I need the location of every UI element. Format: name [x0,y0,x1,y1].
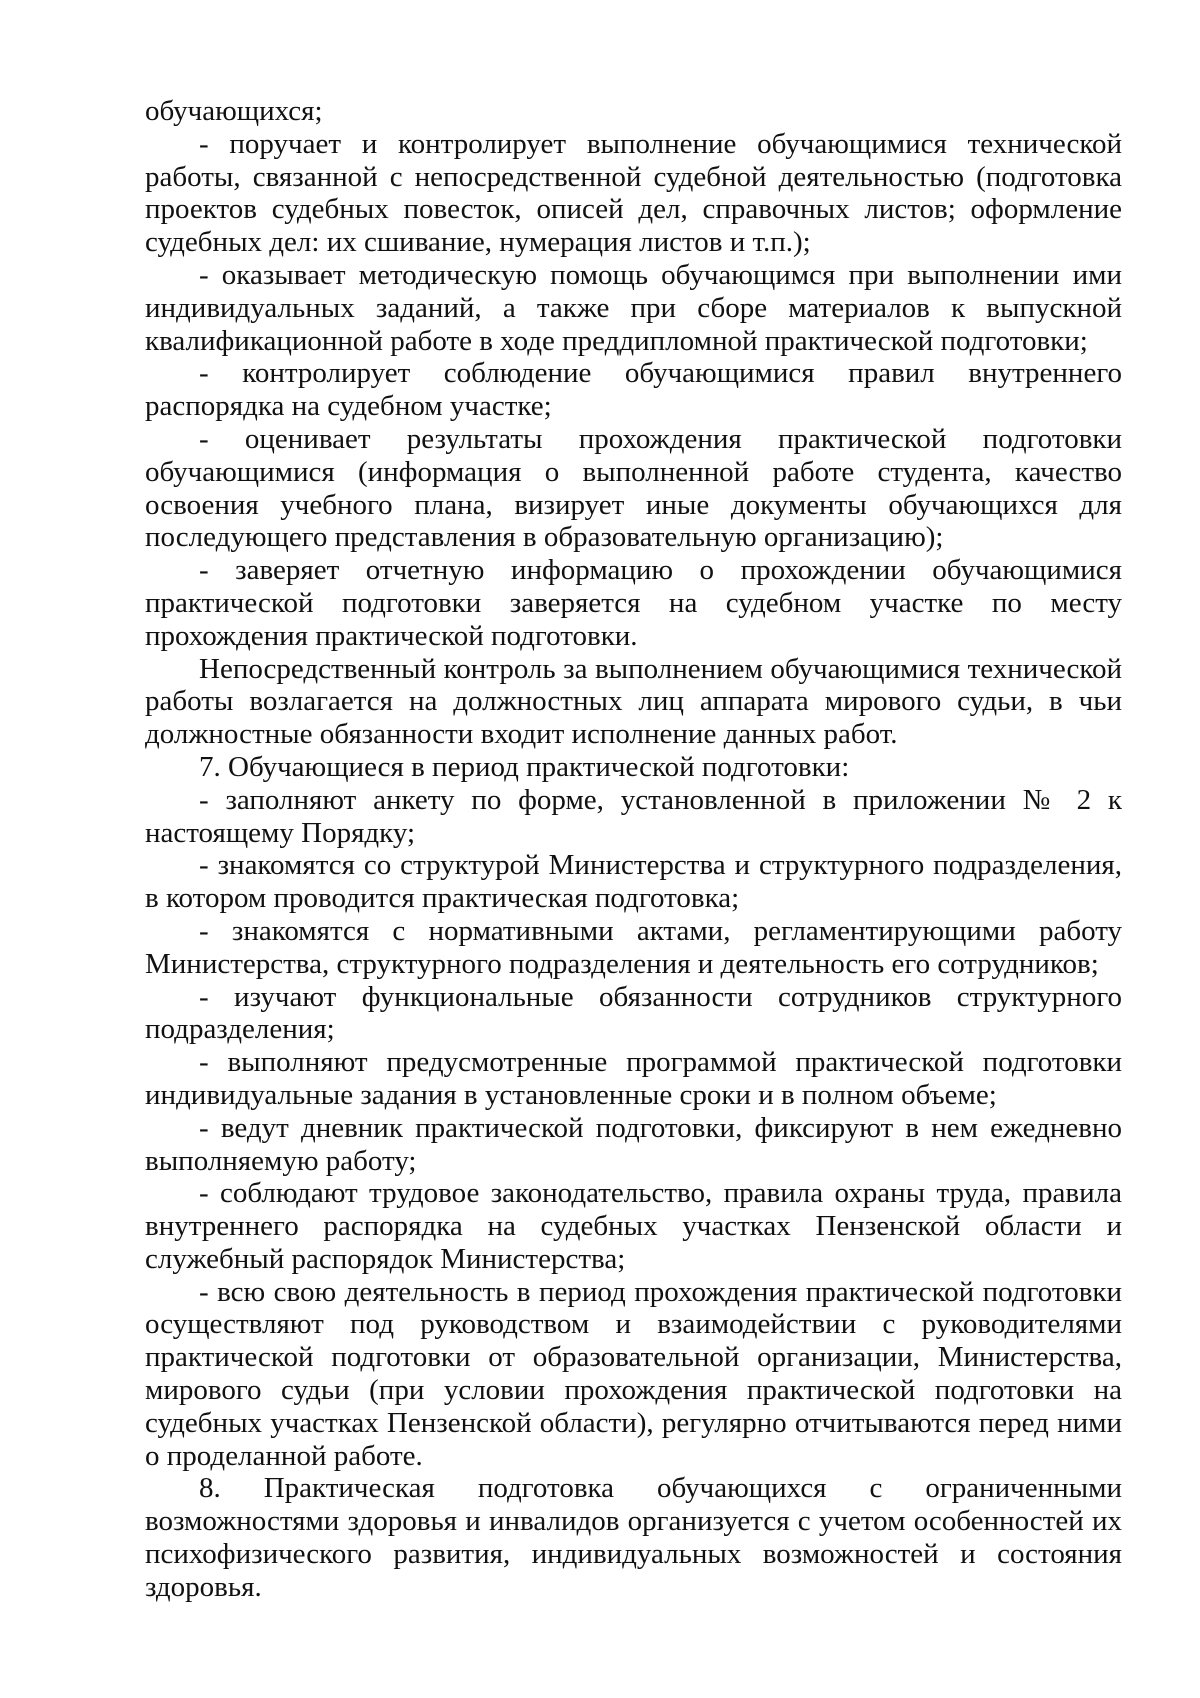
section-7-heading: 7. Обучающиеся в период практической подготовки: [199,750,850,783]
list-item-controls-rules: - контролирует соблюдение обучающимися правил внутреннего распорядка на судебном участке; [145,357,1122,423]
list-item-study-duties: - изучают функциональные обязанности сотрудников структурного подразделения; [145,980,1122,1046]
list-item-evaluates-results: - оценивает результаты прохождения практической подготовки обучающимися (информация о выполненной работе студента, качество освоения учебного плана, визирует иные документы обучающихся для последующего представления в образовательную организацию); [145,422,1122,554]
document-page [145,95,1122,1604]
list-item-certifies-report: - заверяет отчетную информацию о прохождении обучающимися практической подготовки заверяется на судебном участке по месту прохождения практической подготовки. [145,554,1122,652]
list-item-supervised-activity: - всю свою деятельность в период прохождения практической подготовки осуществляют под руководством и взаимодействии с руководителями практической подготовки от образовательной организации, Министерства, мирового судьи (при условии прохождения практической подготовки на судебных участках Пензенской области), регулярно отчитываются перед ними о проделанной работе. [145,1275,1122,1472]
list-item-study-normative-acts: - знакомятся с нормативными актами, регламентирующими работу Министерства, структурного подразделения и деятельность его сотрудников; [145,914,1122,980]
list-item-assigns-technical-work: - поручает и контролирует выполнение обучающимися технической работы, связанной с непосредственной судебной деятельностью (подготовка проектов судебных повесток, описей дел, справочных листов; оформление судебных дел: их сшивание, нумерация листов и т.п.); [145,127,1122,259]
list-item-methodological-help: - оказывает методическую помощь обучающимся при выполнении ими индивидуальных заданий, а также при сборе материалов к выпускной квалификационной работе в ходе преддипломной практической подготовки; [145,258,1122,357]
list-item-perform-tasks: - выполняют предусмотренные программой практической подготовки индивидуальные задания в установленные сроки и в полном объеме; [145,1046,1122,1111]
paragraph-continuation: обучающихся; [145,95,323,127]
paragraph-direct-control: Непосредственный контроль за выполнением обучающимися технической работы возлагается на должностных лиц аппарата мирового судьи, в чьи должностные обязанности входит исполнение данных работ. [145,652,1122,751]
list-item-fill-questionnaire: - заполняют анкету по форме, установленной в приложении № 2 к настоящему Порядку; [145,783,1122,849]
list-item-study-structure: - знакомятся со структурой Министерства и структурного подразделения, в котором проводится практическая подготовка; [145,849,1122,915]
section-8-paragraph: 8. Практическая подготовка обучающихся с ограниченными возможностями здоровья и инвалидов организуется с учетом особенностей их психофизического развития, индивидуальных возможностей и состояния здоровья. [145,1472,1122,1603]
list-item-keep-diary: - ведут дневник практической подготовки, фиксируют в нем ежедневно выполняемую работу; [145,1111,1122,1177]
list-item-observe-law: - соблюдают трудовое законодательство, правила охраны труда, правила внутреннего распорядка на судебных участках Пензенской области и служебный распорядок Министерства; [145,1177,1122,1275]
